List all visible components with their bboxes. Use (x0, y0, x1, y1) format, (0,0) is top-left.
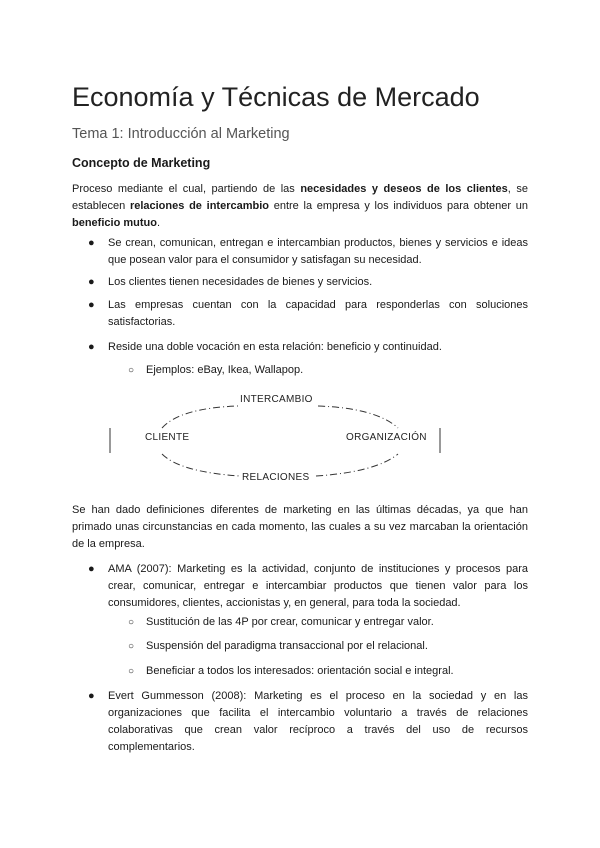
sub-list-item (128, 638, 528, 655)
bullet-mark: ● (88, 299, 95, 311)
list-item-text: Evert Gummesson (2008): Marketing es el proceso en la sociedad y en las organizaciones que facilita el intercambio voluntario a través de relaciones colaborativas que crean valor recíproco a través del uso de recursos complementarios. (108, 690, 528, 753)
sub-bullet-mark: ○ (128, 666, 135, 677)
diagram-label-top: INTERCAMBIO (240, 394, 313, 405)
list-item (88, 561, 528, 612)
list-item-text: Se crean, comunican, entregan e intercambian productos, bienes y servicios e ideas que posean valor para el consumidor y satisfagan su necesidad. (108, 237, 528, 266)
bullet-mark: ● (88, 237, 95, 249)
section-heading: Concepto de Marketing (72, 156, 211, 170)
intro-bold-2: relaciones de intercambio (129, 200, 269, 212)
intro-bold-3: beneficio mutuo (72, 217, 157, 229)
list-item-text: Los clientes tienen necesidades de bienes y servicios. (108, 276, 373, 288)
intro-bold-1: necesidades y deseos de los clientes (300, 183, 508, 195)
diagram-label-bottom: RELACIONES (242, 472, 310, 483)
diagram-label-left: CLIENTE (145, 432, 190, 443)
sub-list-item-text: Beneficiar a todos los interesados: orientación social e integral. (146, 665, 454, 677)
intro-text-2: , se establecen (72, 183, 528, 212)
sub-list-item (128, 614, 528, 631)
bullet-mark: ● (88, 563, 95, 575)
definitions-paragraph: Se han dado definiciones diferentes de marketing en las últimas décadas, ya que han primado unas circunstancias en cada momento, las cuales a su vez marcaban la orientación de la empresa. (72, 504, 528, 550)
sub-list-item (128, 362, 528, 379)
list-item (88, 235, 528, 269)
list-item (88, 297, 528, 331)
sub-bullet-mark: ○ (128, 365, 135, 376)
list-item-text: Reside una doble vocación en esta relación: beneficio y continuidad. (108, 341, 442, 353)
page-subtitle: Tema 1: Introducción al Marketing (72, 126, 290, 142)
list-item-text: Las empresas cuentan con la capacidad para responderlas con soluciones satisfactorias. (108, 299, 528, 328)
intro-text-4: . (156, 217, 161, 229)
sub-list-item (128, 663, 528, 680)
bullet-mark: ● (88, 276, 95, 288)
bullet-mark: ● (88, 690, 95, 702)
list-item (88, 339, 528, 356)
top-right-arc (318, 406, 398, 428)
intro-text-1: Proceso mediante el cual, partiendo de las (72, 183, 301, 195)
top-left-arc (162, 406, 238, 428)
intro-paragraph (72, 181, 528, 232)
diagram-label-right: ORGANIZACIÓN (346, 432, 427, 443)
sub-list-item-text: Suspensión del paradigma transaccional por el relacional. (146, 640, 428, 652)
sub-bullet-mark: ○ (128, 641, 135, 652)
bottom-right-arc (316, 454, 398, 476)
page-title: Economía y Técnicas de Mercado (72, 82, 480, 112)
intro-text-3: entre la empresa y los individuos para obtener un (269, 200, 528, 212)
list-item (88, 688, 528, 756)
exchange-diagram (100, 390, 460, 490)
sub-list-item-text: Sustitución de las 4P por crear, comunicar y entregar valor. (146, 616, 434, 628)
sub-list-item-text: Ejemplos: eBay, Ikea, Wallapop. (146, 364, 304, 376)
list-item-text: AMA (2007): Marketing es la actividad, conjunto de instituciones y procesos para crear, comunicar, entregar e intercambiar productos que tienen valor para los consumidores, clientes, accionistas y, en general, para toda la sociedad. (108, 563, 528, 609)
sub-bullet-mark: ○ (128, 617, 135, 628)
list-item (88, 274, 528, 291)
bullet-mark: ● (88, 341, 95, 353)
bottom-left-arc (162, 454, 240, 476)
